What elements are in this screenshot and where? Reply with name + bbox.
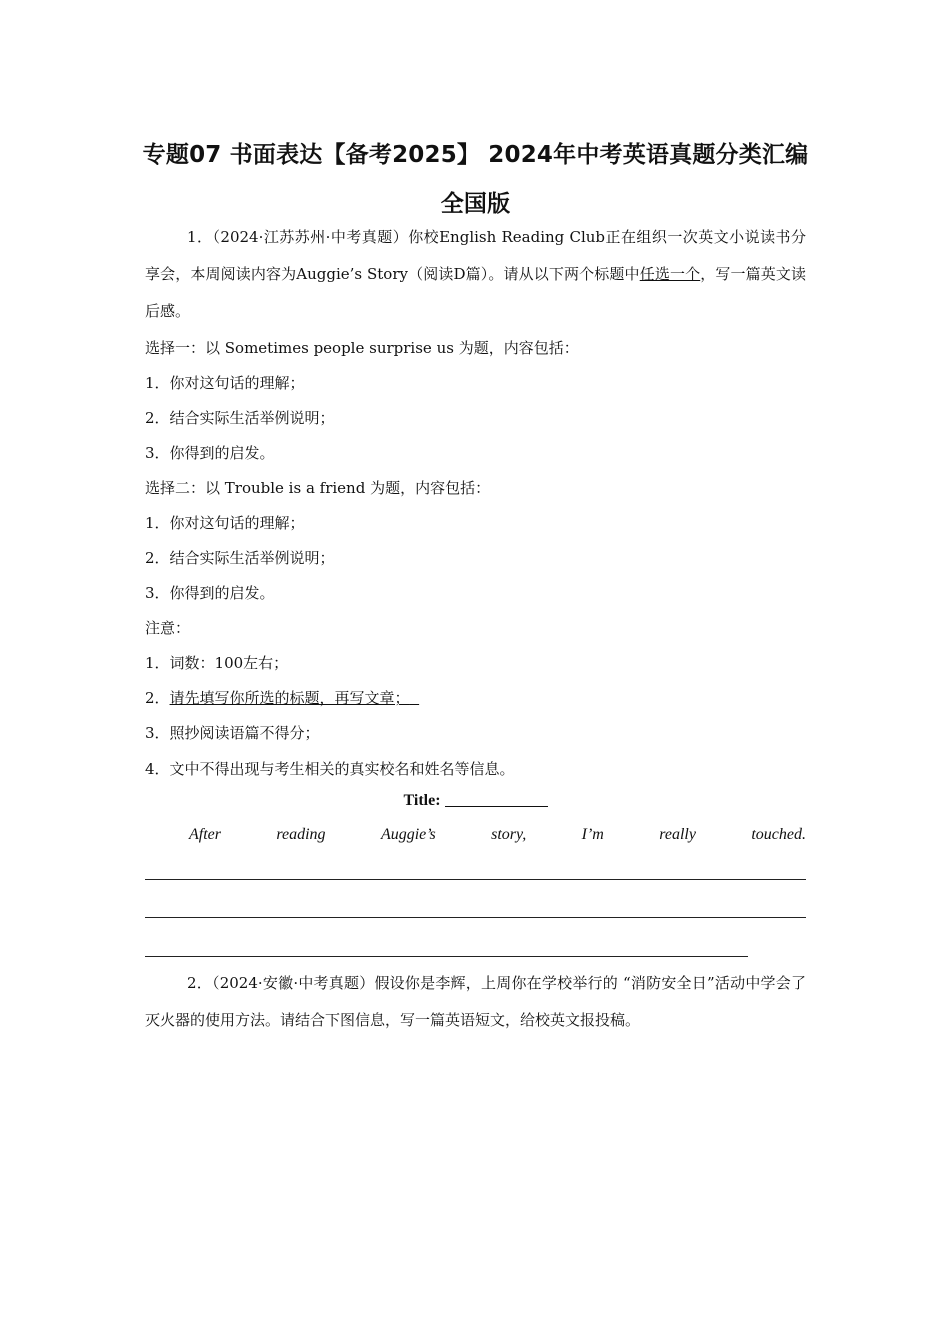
essay-starter — [189, 826, 806, 844]
starter-word: reading — [276, 826, 326, 843]
note-4: 4．文中不得出现与考生相关的真实校名和姓名等信息。 — [145, 760, 515, 778]
starter-word: Auggie’s — [380, 826, 436, 843]
starter-word: really — [659, 826, 696, 843]
option-1-item-2: 2．结合实际生活举例说明； — [145, 409, 335, 427]
writing-line-1[interactable] — [145, 879, 806, 880]
option-2-heading: 选择二：以 Trouble is a friend 为题，内容包括： — [145, 479, 491, 497]
document-subtitle: 全国版 — [440, 191, 511, 217]
note-2-number: 2． — [145, 689, 170, 707]
question-1-text-b: ，写一篇英文读后感。 — [145, 265, 806, 320]
question-2-prompt — [145, 965, 806, 1039]
question-1-emphasis: 任选一个 — [639, 265, 701, 283]
writing-line-2[interactable] — [145, 917, 806, 918]
note-1: 1．词数：100左右； — [145, 654, 289, 672]
starter-word: story, — [491, 826, 527, 843]
question-2-text: 假设你是李辉，上周你在学校举行的 “消防安全日”活动中学会了灭火器的使用方法。请结合下图信息，写一篇英语短文，给校英文报投稿。 — [145, 974, 806, 1029]
essay-title-label: Title: — [403, 792, 445, 809]
starter-word: touched. — [751, 826, 806, 843]
option-1-heading: 选择一：以 Sometimes people surprise us 为题，内容包括： — [145, 339, 579, 357]
option-2-item-3: 3．你得到的启发。 — [145, 584, 275, 602]
writing-line-3[interactable] — [145, 956, 748, 957]
note-2-text: 请先填写你所选的标题，再写文章； — [169, 689, 410, 707]
note-2 — [145, 687, 419, 708]
note-3: 3．照抄阅读语篇不得分； — [145, 724, 320, 742]
option-2-item-2: 2．结合实际生活举例说明； — [145, 549, 335, 567]
option-1-item-3: 3．你得到的启发。 — [145, 444, 275, 462]
question-2-source: （2024·安徽·中考真题） — [212, 974, 375, 992]
essay-title-field — [145, 792, 806, 810]
question-1-text-a: 你校English Reading Club正在组织一次英文小说读书分享会，本周阅读内容为Auggie’s Story（阅读D篇）。请从以下两个标题中 — [145, 228, 806, 283]
question-1-source: （2024·江苏苏州·中考真题） — [212, 228, 409, 246]
question-1-prompt — [145, 219, 806, 330]
essay-title-blank[interactable] — [445, 792, 548, 807]
option-1-item-1: 1．你对这句话的理解； — [145, 374, 305, 392]
question-1-number: 1． — [187, 228, 213, 246]
document-title: 专题07 书面表达【备考2025】 2024年中考英语真题分类汇编 — [142, 142, 809, 168]
option-2-item-1: 1．你对这句话的理解； — [145, 514, 305, 532]
starter-word: I’m — [581, 826, 604, 843]
notes-heading: 注意： — [145, 619, 191, 637]
question-2-number: 2． — [187, 974, 212, 992]
starter-word: After — [189, 826, 221, 843]
